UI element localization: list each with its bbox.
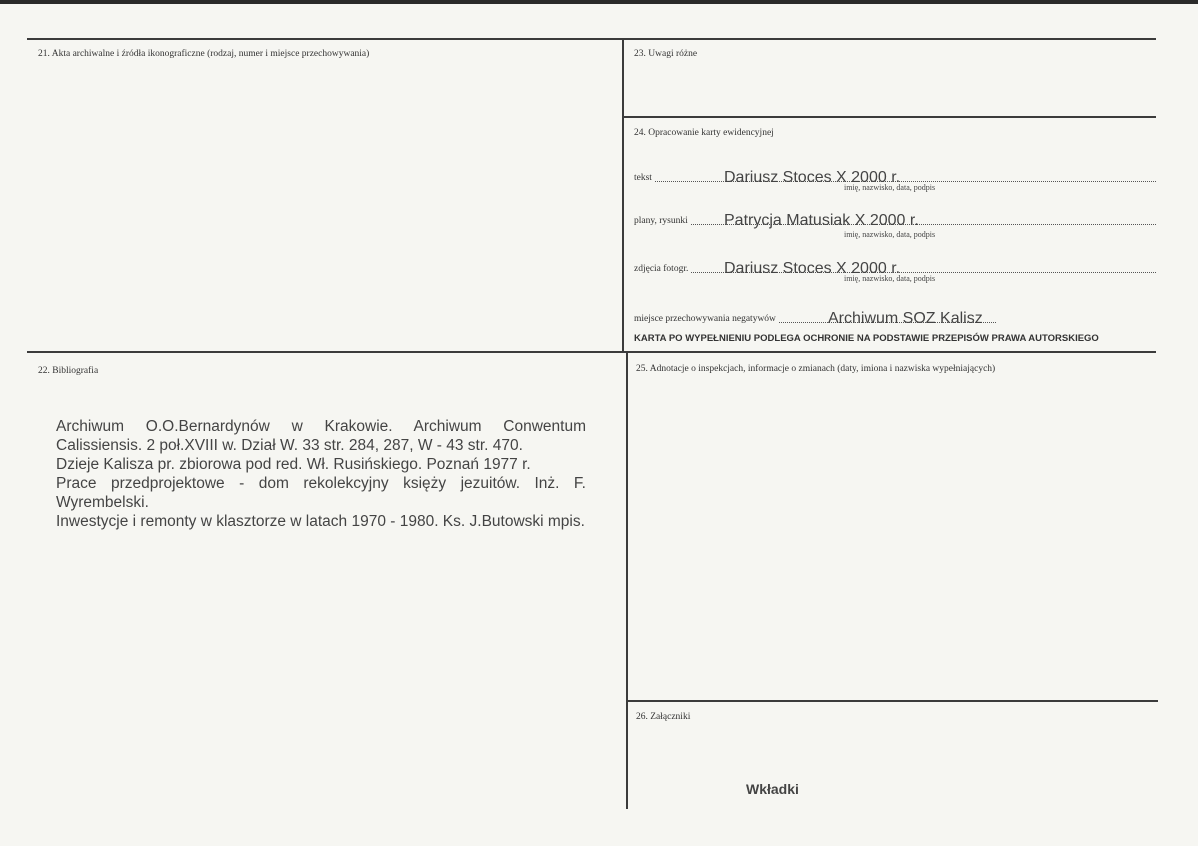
- center-divider-lower: [626, 352, 628, 809]
- row-hint: imię, nazwisko, data, podpis: [844, 183, 936, 192]
- bibliography-entry: Archiwum O.O.Bernardynów w Krakowie. Archiwum Conwentum Calissiensis. 2 poł.XVIII w. Dział W. 33 str. 284, 287, W - 43 str. 470.: [56, 418, 586, 454]
- rule-25-bottom: [627, 700, 1158, 702]
- card-row-text: [634, 165, 1156, 192]
- row-label: plany, rysunki: [634, 216, 688, 226]
- section-21-label: 21. Akta archiwalne i źródła ikonograficzne (rodzaj, numer i miejsce przechowywania): [38, 49, 370, 59]
- bibliography-entry: Dzieje Kalisza pr. zbiorowa pod red. Wł. Rusińskiego. Poznań 1977 r.: [56, 456, 531, 473]
- row-label: tekst: [634, 173, 652, 183]
- section-22-label: 22. Bibliografia: [38, 366, 99, 376]
- top-rule: [27, 38, 1156, 40]
- row-label: zdjęcia fotogr.: [634, 264, 689, 274]
- card-row-plans: [634, 208, 1156, 239]
- card-row-photos: [634, 256, 1156, 283]
- copyright-notice: KARTA PO WYPEŁNIENIU PODLEGA OCHRONIE NA PODSTAWIE PRZEPISÓW PRAWA AUTORSKIEGO: [634, 333, 1099, 344]
- center-divider: [622, 39, 624, 353]
- attachments-value: Wkładki: [746, 781, 799, 797]
- bibliography-entry: Inwestycje i remonty w klasztorze w latach 1970 - 1980. Ks. J.Butowski mpis.: [56, 513, 585, 530]
- section-25-label: 25. Adnotacje o inspekcjach, informacje o zmianach (daty, imiona i nazwiska wypełniających): [636, 364, 996, 374]
- row-value: Archiwum SOZ Kalisz: [828, 310, 983, 327]
- section-26-label: 26. Załączniki: [636, 712, 691, 722]
- middle-rule: [27, 351, 1156, 353]
- row-value: Dariusz Stoces X 2000 r.: [724, 260, 901, 277]
- row-value: Dariusz Stoces X 2000 r.: [724, 169, 901, 186]
- bibliography-text: [56, 417, 586, 531]
- row-label: miejsce przechowywania negatywów: [634, 314, 776, 324]
- scan-top-edge: [0, 0, 1198, 4]
- row-hint: imię, nazwisko, data, podpis: [844, 274, 936, 283]
- row-value: Patrycja Matusiak X 2000 r.: [724, 212, 919, 229]
- rule-23-bottom: [623, 116, 1156, 118]
- section-24-label: 24. Opracowanie karty ewidencyjnej: [634, 128, 774, 138]
- row-hint: imię, nazwisko, data, podpis: [844, 230, 936, 239]
- section-23-label: 23. Uwagi różne: [634, 49, 698, 59]
- bibliography-entry: Prace przedprojektowe - dom rekolekcyjny księży jezuitów. Inż. F. Wyrembelski.: [56, 475, 586, 511]
- card-row-negatives: [634, 306, 1156, 326]
